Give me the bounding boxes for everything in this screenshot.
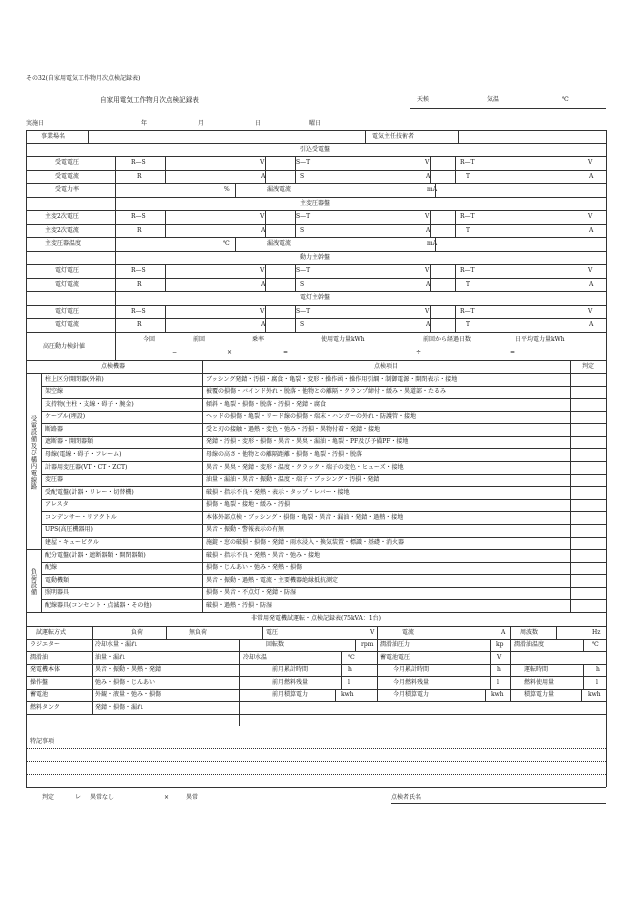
inspection-items: 本体外部点検・ブッシング・損傷・亀裂・異音・漏油・発錆・過熱・接地 bbox=[206, 513, 404, 521]
hv-op-times: × bbox=[227, 349, 233, 356]
received-voltage-label: 受電電圧 bbox=[55, 159, 80, 166]
judgement-cell[interactable] bbox=[571, 538, 605, 549]
main-secondary-voltage-label: 主変2次電圧 bbox=[45, 213, 79, 220]
hv-col-days: 前回から経過日数 bbox=[423, 336, 472, 343]
document-caption: その32(自家用電気工作物月次点検記録表) bbox=[26, 75, 141, 82]
judgement-cell[interactable] bbox=[571, 424, 605, 435]
hv-col-multiplier: 乗率 bbox=[252, 336, 265, 343]
judgement-cell[interactable] bbox=[571, 563, 605, 574]
unit-v: V bbox=[260, 267, 265, 274]
power-factor-label: 受電力率 bbox=[55, 186, 80, 193]
unit-v: V bbox=[497, 653, 502, 661]
unit-this-hours: h bbox=[497, 666, 501, 673]
hv-col-current: 今回 bbox=[143, 336, 156, 343]
unit-a: A bbox=[426, 281, 431, 288]
section-main-transformer-header: 主変圧器盤 bbox=[299, 200, 331, 207]
inspection-equipment: 架空線 bbox=[45, 388, 64, 396]
judgement-cell[interactable] bbox=[571, 387, 605, 398]
inspection-items: ブッシング発錆・汚損・腐食・亀裂・変形・操作函・操作用引綱・制御電源・開閉表示・接地 bbox=[206, 375, 458, 383]
load-option: 負荷 bbox=[131, 628, 144, 636]
inspection-items: 受と刃の接触・過熱・変色・弛み・汚損・異物付着・発錆・接地 bbox=[206, 425, 381, 433]
transformer-temp-label: 主変圧器温度 bbox=[45, 240, 82, 247]
unit-this-fuel: l bbox=[497, 678, 499, 686]
oil-temp-label: 潤滑油温度 bbox=[514, 641, 545, 648]
hv-reading-label: 高圧動力検針値 bbox=[43, 343, 86, 350]
unit-ma: mA bbox=[427, 240, 438, 247]
inspection-items-header: 点検項目 bbox=[373, 363, 399, 370]
coolant-temp-label: 冷却水温 bbox=[243, 653, 268, 661]
unit-degc: ℃ bbox=[348, 653, 355, 661]
phase-r-label: R bbox=[137, 281, 142, 288]
unit-rpm: rpm bbox=[361, 641, 374, 648]
inspection-items: 発錆・汚損・変形・損傷・異音・異臭・漏油・亀裂・PF及び予備PF・接地 bbox=[206, 438, 409, 446]
unit-prev-hours: h bbox=[348, 666, 352, 673]
phase-s-label: S bbox=[300, 173, 305, 180]
unit-a: A bbox=[261, 173, 266, 180]
unit-a: A bbox=[589, 321, 594, 328]
inspection-items: 異音・振動・警報表示の有無 bbox=[206, 526, 285, 534]
temperature-unit: ℃ bbox=[562, 96, 569, 103]
judgement-cell[interactable] bbox=[571, 475, 605, 486]
judgement-cell[interactable] bbox=[571, 588, 605, 599]
phase-t-label: T bbox=[466, 173, 471, 180]
inspector-name-label: 点検者氏名 bbox=[391, 794, 422, 801]
document-title: 自家用電気工作物月次点検記録表 bbox=[100, 96, 199, 104]
unit-ma: mA bbox=[427, 186, 438, 193]
inspection-equipment: 柱上区分開閉器(外箱) bbox=[45, 375, 104, 383]
inspection-equipment: 遮断器・開閉器類 bbox=[45, 438, 94, 446]
phase-r-label: R bbox=[137, 227, 142, 234]
control-panel-items: 弛み・損傷・じんあい bbox=[95, 678, 156, 686]
leak-current-label: 漏洩電流 bbox=[267, 240, 292, 247]
battery-label: 蓄電池 bbox=[30, 691, 49, 698]
inspection-items: 異音・異臭・発錆・変形・温度・クラック・端子の変色・ヒューズ・接地 bbox=[206, 463, 404, 471]
inspection-items: 損傷・じんあい・弛み・発熱・損傷 bbox=[206, 564, 303, 572]
unit-a: A bbox=[426, 173, 431, 180]
inspection-equipment: UPS(高圧機器用) bbox=[45, 526, 93, 534]
rs-label: R—S bbox=[131, 213, 146, 220]
inspection-items: 損傷・亀裂・接地・緩み・汚損 bbox=[206, 501, 291, 509]
phase-t-label: T bbox=[466, 321, 471, 328]
inspection-equipment: 配線 bbox=[45, 564, 58, 572]
ok-mark: レ bbox=[75, 794, 82, 801]
inspection-equipment: 照明器具 bbox=[45, 589, 70, 597]
received-current-label: 受電電流 bbox=[55, 173, 80, 180]
hv-col-usage: 使用電力量kWh bbox=[321, 336, 365, 343]
judgement-cell[interactable] bbox=[571, 374, 605, 385]
main-secondary-current-label: 主変2次電流 bbox=[45, 227, 79, 234]
unit-prev-energy: kwh bbox=[341, 691, 354, 698]
rt-label: R—T bbox=[460, 267, 475, 274]
inspection-equipment: コンデンサー・リアクトル bbox=[45, 513, 117, 521]
inspection-items: 損傷・異音・不点灯・発錆・防湿 bbox=[206, 589, 297, 597]
battery-voltage-label: 蓄電池電圧 bbox=[380, 653, 411, 661]
weekday-label: 曜日 bbox=[309, 120, 322, 127]
unit-v: V bbox=[260, 213, 265, 220]
unit-fuel-used: l bbox=[596, 678, 598, 686]
judgement-cell[interactable] bbox=[571, 449, 605, 460]
inspection-items: 破損・指示不良・発熱・異音・弛み・接地 bbox=[206, 551, 321, 559]
month-label: 月 bbox=[198, 120, 205, 127]
rpm-label: 回転数 bbox=[266, 641, 285, 648]
this-energy-label: 今月積算電力 bbox=[393, 691, 430, 698]
inspection-equipment: 受配電盤(計器・リレー・切替機) bbox=[45, 488, 134, 496]
inspection-equipment: 配線器具(コンセント・点滅器・その他) bbox=[45, 601, 152, 609]
st-label: S—T bbox=[296, 308, 311, 315]
inspection-equipment-header: 点検機器 bbox=[100, 363, 126, 370]
unit-kp: kp bbox=[496, 641, 504, 648]
remarks-label: 特記事項 bbox=[30, 738, 55, 745]
ng-mark: × bbox=[164, 794, 170, 801]
group-load-label: 負荷設備 bbox=[29, 568, 38, 596]
unit-a: A bbox=[589, 281, 594, 288]
judgement-cell[interactable] bbox=[571, 525, 605, 536]
unit-a: A bbox=[426, 227, 431, 234]
phase-t-label: T bbox=[466, 281, 471, 288]
st-label: S—T bbox=[296, 159, 311, 166]
st-label: S—T bbox=[296, 267, 311, 274]
inspection-items: 破損・過熱・汚損・防湿 bbox=[206, 601, 273, 609]
unit-v: V bbox=[260, 308, 265, 315]
prev-energy-label: 前月積算電力 bbox=[272, 691, 309, 698]
fuel-tank-items: 発錆・損傷・漏れ bbox=[95, 703, 144, 711]
inspection-equipment: ケーブル(埋設) bbox=[45, 413, 86, 421]
weather-label: 天候 bbox=[417, 96, 430, 103]
prev-fuel-label: 前月燃料残量 bbox=[272, 678, 309, 686]
hv-col-previous: 前回 bbox=[193, 336, 206, 343]
rt-label: R—T bbox=[460, 159, 475, 166]
phase-s-label: S bbox=[300, 321, 305, 328]
lube-oil-items: 油量・漏れ bbox=[95, 653, 126, 661]
inspection-equipment: アレスタ bbox=[45, 501, 69, 509]
unit-v: V bbox=[588, 213, 593, 220]
hv-op-equals: = bbox=[510, 349, 516, 356]
gen-current-label: 電流 bbox=[402, 628, 415, 636]
power-voltage-label: 電灯電圧 bbox=[55, 267, 80, 274]
judgement-cell[interactable] bbox=[571, 500, 605, 511]
unit-v: V bbox=[425, 308, 430, 315]
prev-hours-label: 前月累計時間 bbox=[272, 666, 309, 673]
judgement-cell[interactable] bbox=[571, 437, 605, 448]
date-label: 実施日 bbox=[26, 120, 45, 127]
judgement-cell[interactable] bbox=[571, 575, 605, 586]
judgement-cell[interactable] bbox=[571, 512, 605, 523]
unit-degc: ℃ bbox=[223, 240, 230, 247]
fuel-used-label: 燃料使用量 bbox=[524, 678, 555, 686]
inspection-items: 破損・指示不良・発熱・表示・タップ・レバー・接地 bbox=[206, 488, 350, 496]
radiator-label: ラジエター bbox=[30, 641, 61, 648]
rt-label: R—T bbox=[460, 213, 475, 220]
site-name-label: 事業場名 bbox=[41, 133, 66, 140]
unit-a: A bbox=[426, 321, 431, 328]
battery-items: 外観・液量・弛み・損傷 bbox=[95, 691, 162, 698]
lighting-current-label: 電灯電流 bbox=[55, 321, 80, 328]
phase-s-label: S bbox=[300, 281, 305, 288]
unit-a: A bbox=[261, 321, 266, 328]
inspection-equipment: 支持物(主柱・支線・碍子・腕金) bbox=[45, 400, 134, 408]
inspection-items: 母線の高さ・他物との離隔距離・損傷・亀裂・汚損・脱落 bbox=[206, 450, 363, 458]
inspection-equipment: 建屋・キュービクル bbox=[45, 539, 99, 547]
gen-body-label: 発電機本体 bbox=[30, 666, 61, 673]
run-hours-label: 運転時間 bbox=[524, 666, 549, 673]
unit-run-hours: h bbox=[596, 666, 600, 673]
inspection-items: 異音・振動・過熱・電流・主要機器絶縁抵抗測定 bbox=[206, 576, 339, 584]
unit-v: V bbox=[425, 159, 430, 166]
this-fuel-label: 今月燃料残量 bbox=[393, 678, 430, 686]
inspection-items: 被覆の損傷・バインド外れ・脱落・他物との離隔・クランプ締付・緩み・異道部・たるみ bbox=[206, 388, 447, 396]
inspector-signature-line bbox=[391, 803, 606, 804]
lube-oil-label: 潤滑油 bbox=[30, 653, 49, 661]
unit-a: A bbox=[589, 173, 594, 180]
temperature-label: 気温 bbox=[487, 96, 500, 103]
unit-v: V bbox=[425, 213, 430, 220]
oil-pressure-label: 潤滑油圧力 bbox=[380, 641, 411, 648]
year-label: 年 bbox=[141, 120, 148, 127]
unit-a: A bbox=[261, 227, 266, 234]
power-current-label: 電灯電流 bbox=[55, 281, 80, 288]
hv-col-daily-avg: 日平均電力量kWh bbox=[515, 336, 565, 343]
rs-label: R—S bbox=[131, 159, 146, 166]
section-incoming-header: 引込受電盤 bbox=[299, 146, 331, 153]
leak-current-label: 漏洩電流 bbox=[267, 186, 292, 193]
judgement-cell[interactable] bbox=[571, 462, 605, 473]
no-load-option: 無負荷 bbox=[189, 628, 208, 636]
unit-v: V bbox=[370, 628, 375, 636]
unit-a: A bbox=[501, 628, 506, 636]
unit-a: A bbox=[261, 281, 266, 288]
phase-t-label: T bbox=[466, 227, 471, 234]
phase-r-label: R bbox=[137, 173, 142, 180]
generator-header: 非常用発電機試運転・点検記録表(75kVA：1台) bbox=[250, 615, 382, 622]
phase-s-label: S bbox=[300, 227, 305, 234]
unit-v: V bbox=[260, 159, 265, 166]
unit-energy-total: kwh bbox=[588, 691, 601, 698]
unit-v: V bbox=[425, 267, 430, 274]
inspection-equipment: 変圧器 bbox=[45, 476, 64, 484]
judgement-cell[interactable] bbox=[571, 487, 605, 498]
test-method-label: 試運転方式 bbox=[36, 628, 67, 636]
frequency-label: 周波数 bbox=[520, 628, 539, 636]
judgement-cell[interactable] bbox=[571, 600, 605, 611]
this-hours-label: 今月累計時間 bbox=[393, 666, 430, 673]
unit-a: A bbox=[589, 227, 594, 234]
inspection-equipment: 母線(電線・碍子・フレーム) bbox=[45, 450, 122, 458]
judgement-header: 判定 bbox=[581, 363, 595, 370]
gen-body-items: 異音・振動・異熱・発錆 bbox=[95, 666, 162, 673]
inspection-items: 傾斜・亀裂・損傷・脱落・汚損・発錆・腐食 bbox=[206, 400, 327, 408]
group-receiving-label: 受電設備及び構内電線路 bbox=[29, 415, 38, 490]
inspection-items: 施錠・窓の破損・損傷・発錆・雨水浸入・換気装置・標識・基礎・消火器 bbox=[206, 539, 405, 547]
rs-label: R—S bbox=[131, 267, 146, 274]
unit-v: V bbox=[588, 159, 593, 166]
unit-v: V bbox=[588, 308, 593, 315]
energy-total-label: 積算電力量 bbox=[524, 691, 555, 698]
section-lighting-main-header: 電灯主幹盤 bbox=[299, 294, 331, 301]
unit-percent: % bbox=[224, 186, 230, 193]
inspection-equipment: 断路器 bbox=[45, 425, 64, 433]
fuel-tank-label: 燃料タンク bbox=[30, 703, 60, 711]
ok-label: 異常なし bbox=[90, 794, 115, 801]
inspection-equipment: 配分電盤(計器・遮断器類・開閉器類) bbox=[45, 551, 146, 559]
unit-hz: Hz bbox=[592, 628, 601, 636]
inspection-items: 油量・漏油・異音・振動・温度・端子・ブッシング・汚損・発錆 bbox=[206, 476, 380, 484]
hv-op-minus: − bbox=[172, 349, 178, 356]
judgement-cell[interactable] bbox=[571, 550, 605, 561]
control-panel-label: 操作盤 bbox=[30, 678, 49, 686]
radiator-items: 冷却水量・漏れ bbox=[95, 641, 138, 648]
rt-label: R—T bbox=[460, 308, 475, 315]
hv-op-divide: ÷ bbox=[416, 349, 422, 356]
judgement-cell[interactable] bbox=[571, 412, 605, 423]
unit-degc: ℃ bbox=[592, 641, 599, 648]
day-label: 日 bbox=[255, 120, 262, 127]
section-power-main-header: 動力主幹盤 bbox=[299, 254, 331, 261]
inspection-equipment: 電動機類 bbox=[45, 576, 70, 584]
inspection-equipment: 計器用変圧器(VT・CT・ZCT) bbox=[45, 463, 128, 471]
st-label: S—T bbox=[296, 213, 311, 220]
rs-label: R—S bbox=[131, 308, 146, 315]
unit-v: V bbox=[588, 267, 593, 274]
inspection-items: ヘッドの損傷・亀裂・リード線の損傷・端末・ハンガーの外れ・防護管・接地 bbox=[206, 413, 417, 421]
weather-underline bbox=[410, 108, 606, 109]
unit-this-energy: kwh bbox=[491, 691, 504, 698]
lighting-voltage-label: 電灯電圧 bbox=[55, 308, 80, 315]
hv-op-equals: = bbox=[283, 349, 289, 356]
judgement-cell[interactable] bbox=[571, 399, 605, 410]
gen-voltage-label: 電圧 bbox=[266, 628, 279, 636]
unit-prev-fuel: l bbox=[348, 678, 350, 686]
footer-judge-label: 判定 bbox=[42, 794, 55, 801]
ng-label: 異常 bbox=[186, 794, 199, 801]
phase-r-label: R bbox=[137, 321, 142, 328]
engineer-label: 電気主任技術者 bbox=[372, 133, 415, 140]
